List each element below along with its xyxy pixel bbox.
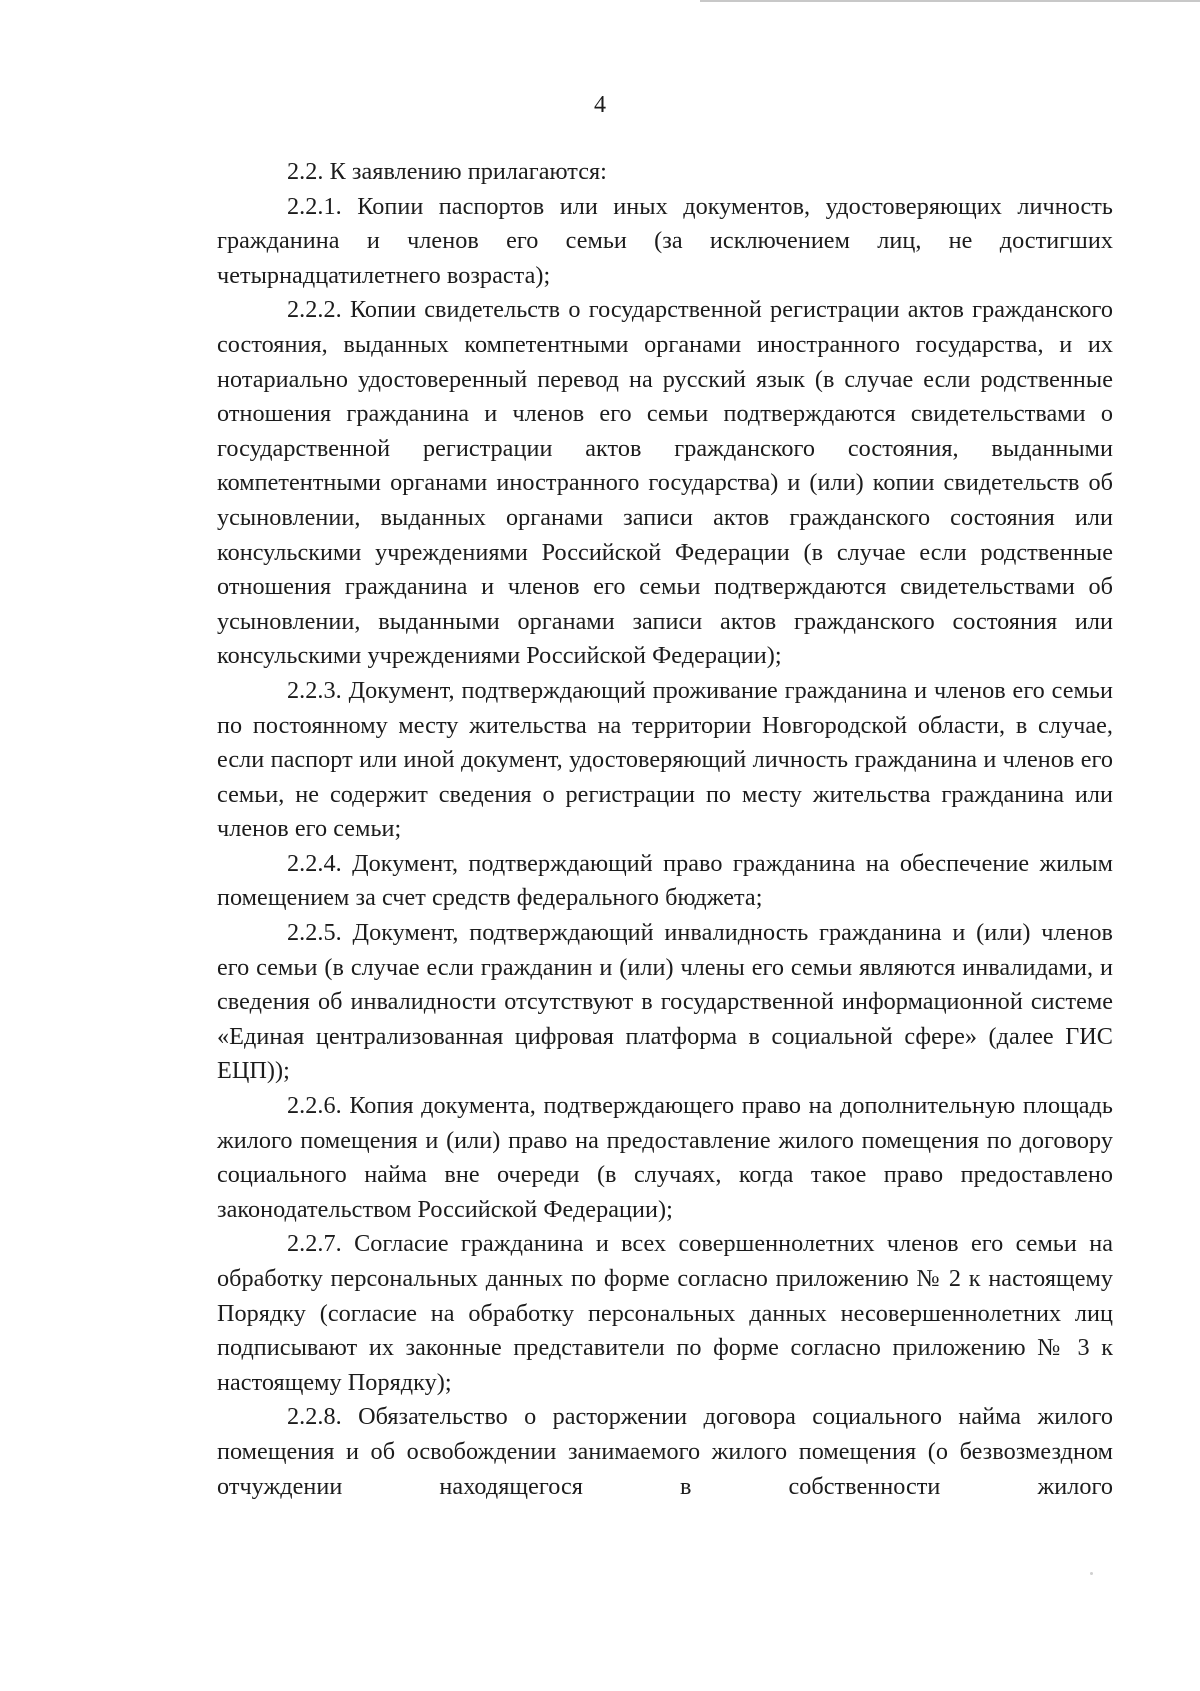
paragraph-2-2-2 xyxy=(217,293,1113,674)
paragraph-number: 2.2.8. xyxy=(287,1403,342,1431)
paragraph-2-2 xyxy=(217,155,1113,190)
paragraph-2-2-1 xyxy=(217,190,1113,294)
paragraph-2-2-8 xyxy=(217,1400,1113,1504)
paragraph-2-2-5 xyxy=(217,916,1113,1089)
document-body xyxy=(217,155,1113,1504)
paragraph-2-2-4 xyxy=(217,847,1113,916)
paragraph-number: 2.2.5. xyxy=(287,919,342,947)
paragraph-2-2-6 xyxy=(217,1089,1113,1227)
paragraph-text: Согласие гражданина и всех совершеннолетних членов его семьи на обработку персональных данных по форме согласно приложению № 2 к настоящему Порядку (согласие на обработку персональных данных несовершеннолетних лиц подписывают их законные представители по форме согласно приложению № 3 к настоящему Порядку); xyxy=(217,1230,1113,1396)
paragraph-text: Документ, подтверждающий проживание гражданина и членов его семьи по постоянному месту жительства на территории Новгородской области, в случае, если паспорт или иной документ, удостоверяющий личность гражданина и членов его семьи, не содержит сведения о регистрации по месту жительства гражданина или членов его семьи; xyxy=(217,676,1113,843)
paragraph-text: Документ, подтверждающий инвалидность гражданина и (или) членов его семьи (в случае если гражданин и (или) члены его семьи являются инвалидами, и сведения об инвалидности отсутствуют в государственной информационной системе «Единая централизованная цифровая платформа в социальной сфере» (далее ГИС ЕЦП)); xyxy=(217,919,1113,1085)
scan-speck xyxy=(1090,1572,1093,1575)
paragraph-text: Обязательство о расторжении договора социального найма жилого помещения и об освобождении занимаемого жилого помещения (о безвозмездном отчуждении находящегося в собственности жилого xyxy=(217,1403,1113,1500)
paragraph-text: Копия документа, подтверждающего право на дополнительную площадь жилого помещения и (или) право на предоставление жилого помещения по договору социального найма вне очереди (в случаях, когда такое право предоставлено законодательством Российской Федерации); xyxy=(217,1092,1113,1223)
paragraph-number: 2.2. xyxy=(287,158,324,185)
page-number: 4 xyxy=(594,92,606,118)
paragraph-number: 2.2.1. xyxy=(287,192,342,220)
paragraph-number: 2.2.6. xyxy=(287,1092,342,1120)
paragraph-2-2-3 xyxy=(217,674,1113,847)
paragraph-number: 2.2.3. xyxy=(287,676,342,704)
paragraph-number: 2.2.4. xyxy=(287,849,342,877)
paragraph-2-2-7 xyxy=(217,1227,1113,1400)
paragraph-number: 2.2.2. xyxy=(287,296,342,324)
paragraph-text: Копии паспортов или иных документов, удостоверяющих личность гражданина и членов его семьи (за исключением лиц, не достигших четырнадцатилетнего возраста); xyxy=(217,192,1113,289)
paragraph-text: Документ, подтверждающий право гражданина на обеспечение жилым помещением за счет средств федерального бюджета; xyxy=(217,849,1113,912)
paragraph-text: К заявлению прилагаются: xyxy=(329,158,607,185)
paragraph-number: 2.2.7. xyxy=(287,1230,342,1258)
paragraph-text: Копии свидетельств о государственной регистрации актов гражданского состояния, выданных компетентными органами иностранного государства, и их нотариально удостоверенный перевод на русский язык (в случае если родственные отношения гражданина и членов его семьи подтверждаются свидетельствами о государственной регистрации актов гражданского состояния, выданными компетентными органами иностранного государства) и (или) копии свидетельств об усыновлении, выданных органами записи актов гражданского состояния или консульскими учреждениями Российской Федерации (в случае если родственные отношения гражданина и членов его семьи подтверждаются свидетельствами об усыновлении, выданными органами записи актов гражданского состояния или консульскими учреждениями Российской Федерации); xyxy=(217,296,1113,670)
